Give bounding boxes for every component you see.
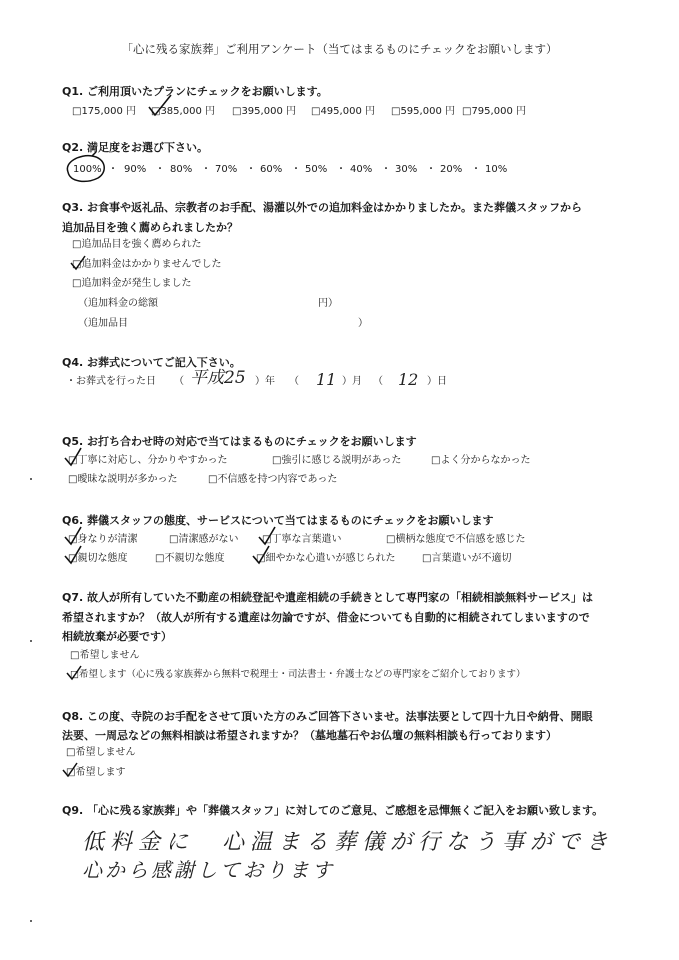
q4-day-handwritten[interactable]: 12 (398, 370, 419, 389)
q3-option-no-extra-fee[interactable]: □追加料金はかかりませんでした (72, 259, 222, 270)
q6-option-unkind[interactable]: □不親切な態度 (155, 553, 225, 564)
q5-option-unclear[interactable]: □よく分からなかった (431, 455, 531, 466)
q3-amount-unit: 円） (318, 298, 338, 309)
q6-option-polite-speech[interactable]: □丁寧な言葉遣い (262, 534, 342, 545)
q2-option-60[interactable]: 60% (260, 164, 283, 175)
q5-option-distrust[interactable]: □不信感を持つ内容であった (208, 474, 338, 485)
q3-option-extra-fee[interactable]: □追加料金が発生しました (72, 278, 192, 289)
scan-speck (30, 478, 32, 480)
q2-separator: ・ (108, 164, 118, 175)
q3-check-mark-icon (69, 254, 87, 272)
q7-check-mark-icon (65, 664, 83, 682)
q1-option-495000[interactable]: □495,000 円 (311, 106, 375, 117)
q8-option-yes[interactable]: □希望します (66, 767, 126, 778)
q2-option-80[interactable]: 80% (170, 164, 193, 175)
q2-question: Q2. 満足度をお選び下さい。 (62, 141, 209, 154)
survey-title: 「心に残る家族葬」ご利用アンケート（当てはまるものにチェックをお願いします） (121, 42, 558, 56)
q2-option-20[interactable]: 20% (440, 164, 463, 175)
q7-option-yes[interactable]: □希望します（心に残る家族葬から無料で税理士・司法書士・弁護士などの専門家をご紹介しております） (70, 669, 526, 680)
q6-check-attentive-icon (250, 544, 272, 566)
q6-check-kind-icon (62, 544, 84, 566)
q1-option-395000[interactable]: □395,000 円 (232, 106, 296, 117)
q2-option-30[interactable]: 30% (395, 164, 418, 175)
q2-option-50[interactable]: 50% (305, 164, 328, 175)
q2-separator: ・ (246, 164, 256, 175)
q9-question: Q9. 「心に残る家族葬」や「葬儀スタッフ」に対してのご意見、ご感想を忌憚無くご記入をお願い致します。 (62, 804, 604, 817)
q2-separator: ・ (471, 164, 481, 175)
q4-paren-open: （ (373, 376, 383, 387)
q4-month-handwritten[interactable]: 11 (316, 370, 337, 389)
q4-paren-open: （ (174, 376, 184, 387)
q8-question-line1: Q8. この度、寺院のお手配をさせて頂いた方のみご回答下さいませ。法事法要として四十九日や納骨、開眼 (62, 710, 593, 723)
scan-speck (30, 640, 32, 642)
q2-separator: ・ (291, 164, 301, 175)
q1-check-mark-icon (145, 93, 175, 121)
q1-question: Q1. ご利用頂いたプランにチェックをお願いします。 (62, 85, 328, 98)
q2-separator: ・ (381, 164, 391, 175)
q5-question: Q5. お打ち合わせ時の対応で当てはまるものにチェックをお願いします (62, 435, 417, 448)
q6-option-bad-speech[interactable]: □言葉遣いが不適切 (422, 553, 512, 564)
q2-separator: ・ (155, 164, 165, 175)
q2-option-40[interactable]: 40% (350, 164, 373, 175)
q7-question-line2: 希望されますか？（故人が所有する遺産は勿論ですが、借金についても自動的に相続されてしまいますので (62, 611, 590, 624)
q7-question-line1: Q7. 故人が所有していた不動産の相続登記や遺産相続の手続きとして専門家の「相続相談無料サービス」は (62, 591, 594, 604)
q4-date-label: ・お葬式を行った日 (66, 376, 156, 387)
q1-option-795000[interactable]: □795,000 円 (462, 106, 526, 117)
q1-option-595000[interactable]: □595,000 円 (391, 106, 455, 117)
q2-circle-mark-icon (62, 150, 110, 186)
q8-option-no[interactable]: □希望しません (66, 747, 136, 758)
q1-option-175000[interactable]: □175,000 円 (72, 106, 136, 117)
q3-question-line1: Q3. お食事や返礼品、宗教者のお手配、湯灌以外での追加料金はかかりましたか。また葬儀スタッフから (62, 201, 583, 214)
q5-option-vague[interactable]: □曖昧な説明が多かった (68, 474, 178, 485)
q2-option-70[interactable]: 70% (215, 164, 238, 175)
q5-option-polite[interactable]: □丁寧に対応し、分かりやすかった (68, 455, 228, 466)
q4-era-handwritten[interactable]: 平成25 (190, 368, 246, 388)
q5-option-pushy[interactable]: □強引に感じる説明があった (272, 455, 402, 466)
q3-items-label: （追加品目 (78, 318, 128, 329)
q2-option-10[interactable]: 10% (485, 164, 508, 175)
q2-separator: ・ (201, 164, 211, 175)
scan-speck (30, 920, 32, 922)
q2-option-90[interactable]: 90% (124, 164, 147, 175)
q6-option-kind[interactable]: □親切な態度 (68, 553, 128, 564)
q3-amount-label: （追加料金の総額 (78, 298, 158, 309)
q2-separator: ・ (426, 164, 436, 175)
q3-items-close: ） (358, 318, 368, 329)
q9-answer-line2[interactable]: 心から感謝しております (82, 858, 335, 882)
q8-check-mark-icon (61, 761, 79, 779)
q4-year-unit: ）年 (255, 376, 275, 387)
q7-option-no[interactable]: □希望しません (70, 650, 140, 661)
q6-question: Q6. 葬儀スタッフの態度、サービスについて当てはまるものにチェックをお願いします (62, 514, 494, 527)
q4-month-unit: ）月 (342, 376, 362, 387)
q4-question: Q4. お葬式についてご記入下さい。 (62, 356, 241, 369)
q8-question-line2: 法要、一周忌などの無料相談は希望されますか？（墓地墓石やお仏壇の無料相談も行っております） (62, 729, 557, 742)
q9-answer-line1[interactable]: 低料金に 心温まる葬儀が行なう事ができ (82, 830, 615, 855)
q5-check-mark-icon (62, 446, 84, 468)
q4-paren-open: （ (289, 376, 299, 387)
q1-option-385000[interactable]: □385,000 円 (151, 106, 215, 117)
q6-option-neat[interactable]: □身なりが清潔 (68, 534, 138, 545)
q7-question-line3: 相続放棄が必要です） (62, 630, 172, 643)
q4-day-unit: ）日 (427, 376, 447, 387)
q3-option-pushed-items[interactable]: □追加品目を強く薦められた (72, 239, 202, 250)
q6-option-not-clean[interactable]: □清潔感がない (169, 534, 239, 545)
q2-option-100[interactable]: 100% (73, 164, 102, 175)
q3-question-line2: 追加品目を強く薦められましたか？ (62, 221, 238, 234)
q6-option-attentive[interactable]: □細やかな心遣いが感じられた (256, 553, 396, 564)
q2-separator: ・ (336, 164, 346, 175)
q6-option-arrogant[interactable]: □横柄な態度で不信感を感じた (386, 534, 526, 545)
